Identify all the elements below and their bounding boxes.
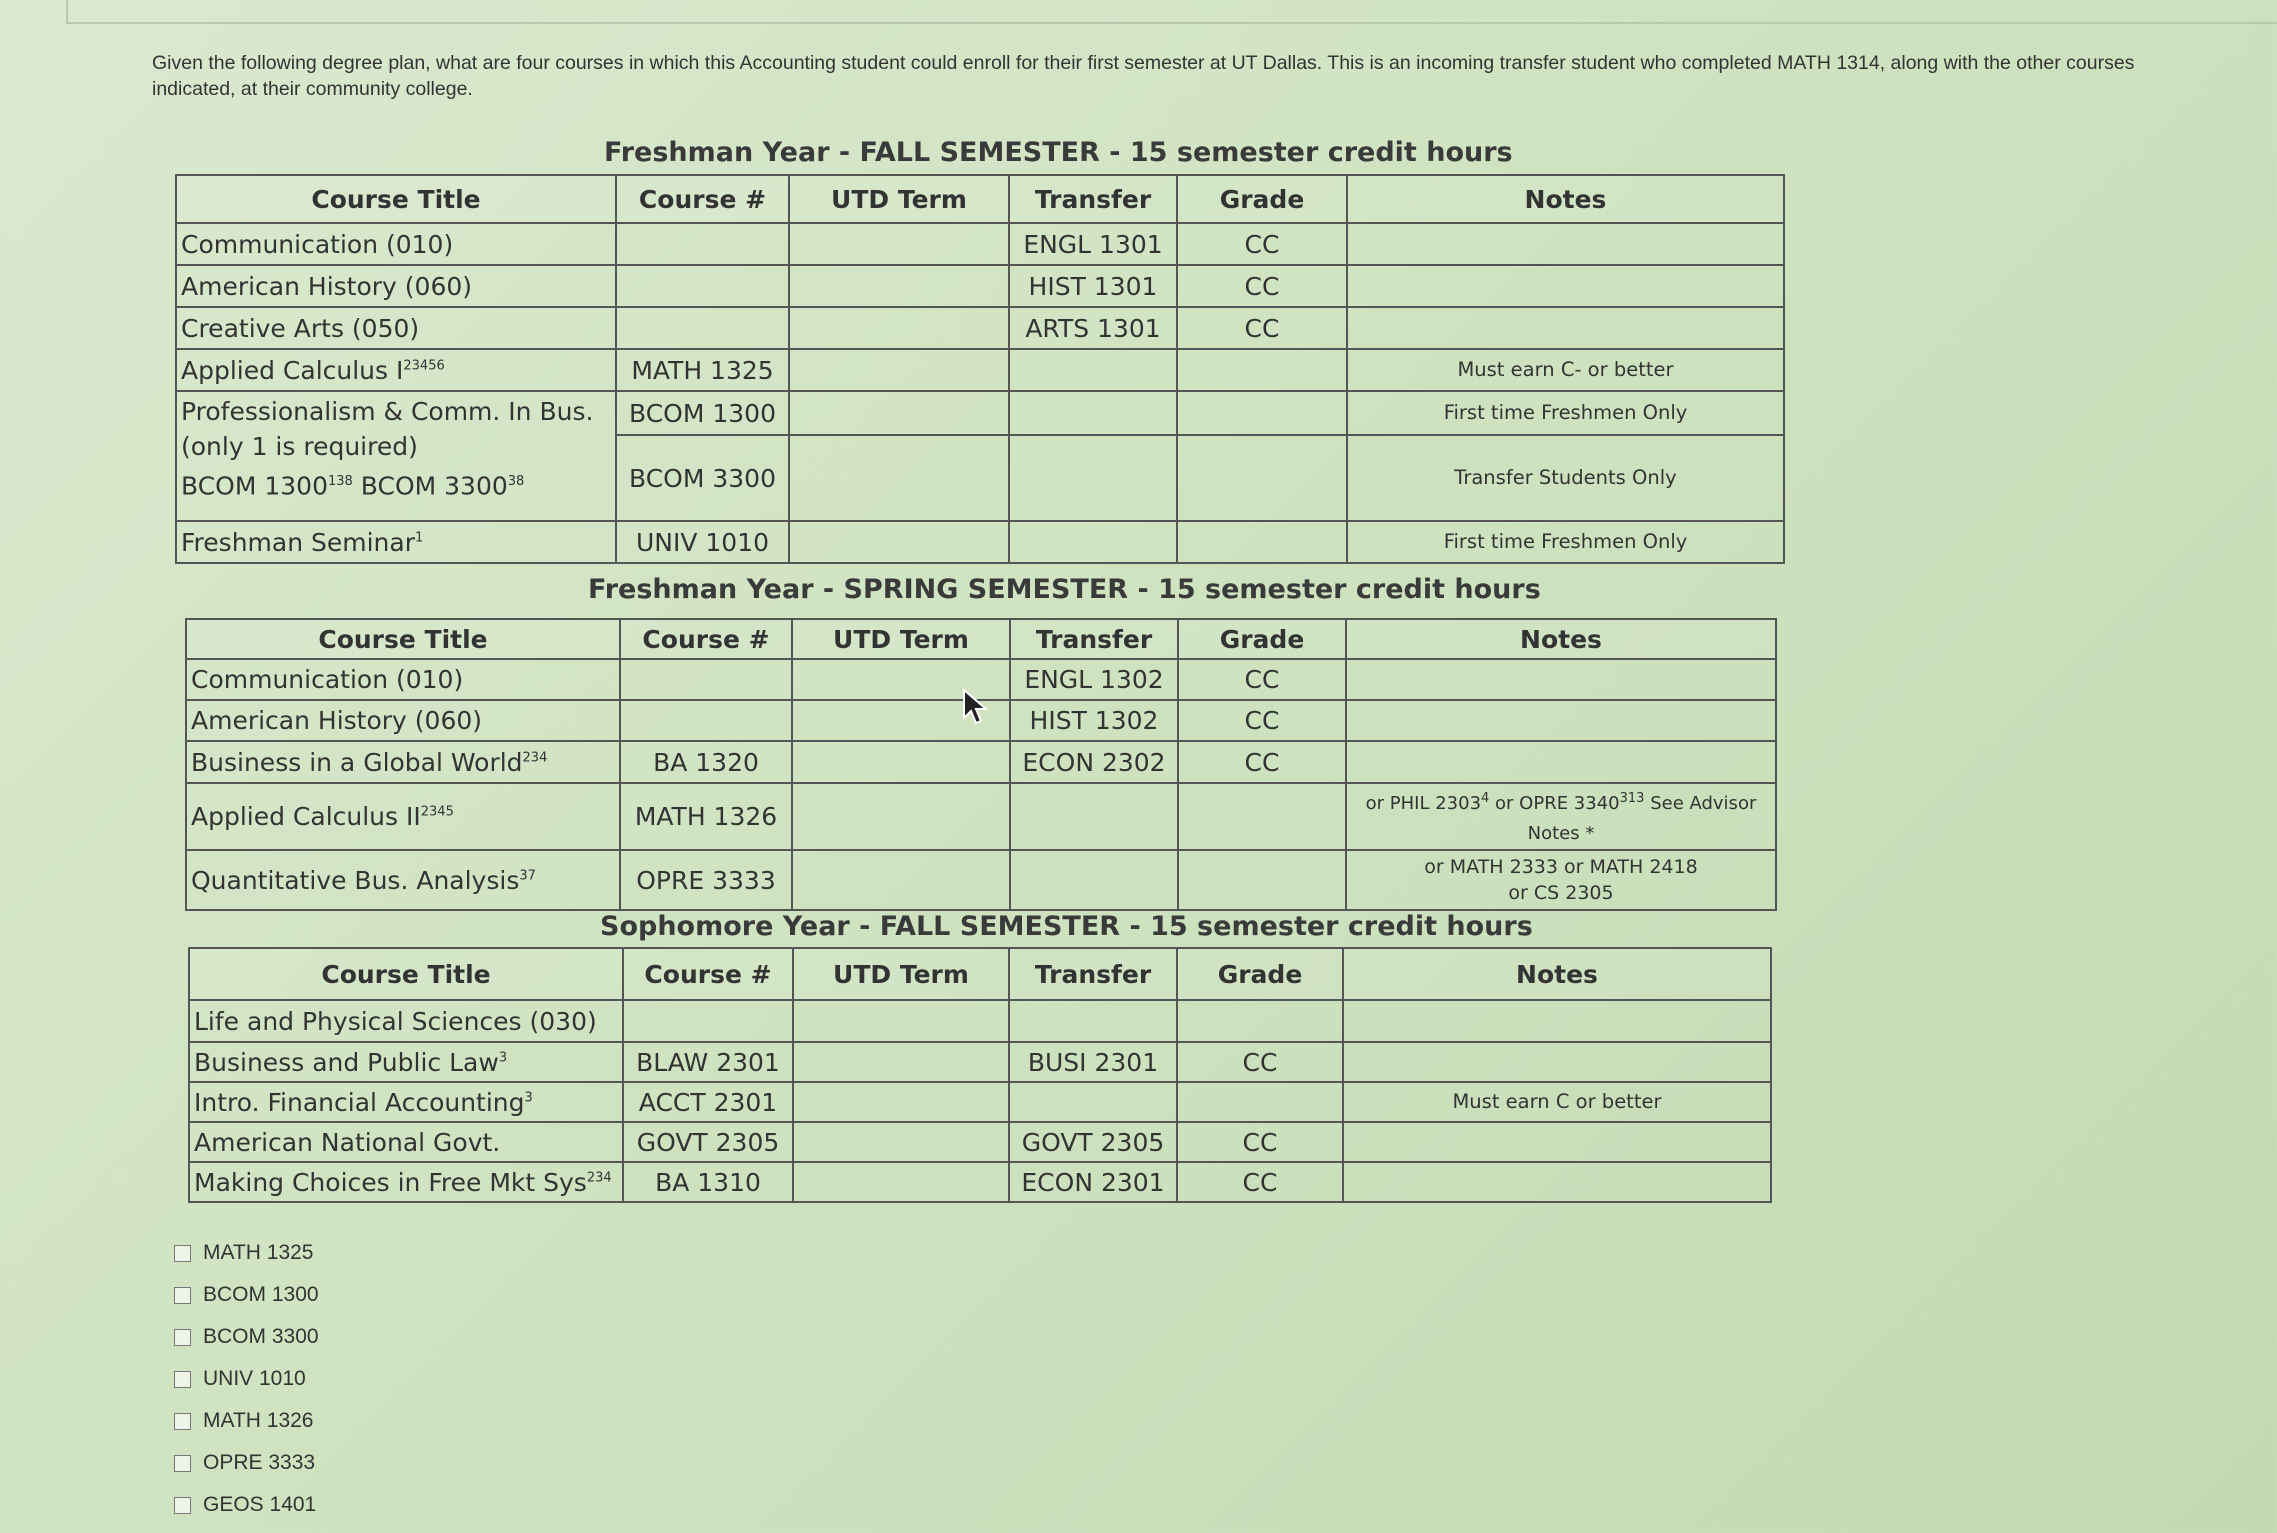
transfer: ARTS 1301 <box>1009 307 1177 349</box>
notes <box>1343 1122 1771 1162</box>
grade: CC <box>1177 1122 1343 1162</box>
checkbox[interactable] <box>174 1287 191 1304</box>
grade: CC <box>1177 1042 1343 1082</box>
utd-term <box>793 1082 1009 1122</box>
col-grade: Grade <box>1177 175 1347 223</box>
course-number <box>616 307 789 349</box>
col-course-title: Course Title <box>189 948 623 1000</box>
checkbox[interactable] <box>174 1497 191 1514</box>
option-math-1325[interactable] <box>174 1232 319 1274</box>
course-number: BLAW 2301 <box>623 1042 793 1082</box>
option-label: BCOM 3300 <box>203 1325 319 1348</box>
table-row <box>189 1000 1771 1042</box>
option-label: MATH 1325 <box>203 1241 314 1264</box>
fall-sophomore-title: Sophomore Year - FALL SEMESTER - 15 semester credit hours <box>600 911 1533 942</box>
notes <box>1343 1000 1771 1042</box>
notes: Transfer Students Only <box>1347 435 1784 521</box>
transfer <box>1009 1082 1177 1122</box>
notes: or MATH 2333 or MATH 2418 or CS 2305 <box>1346 850 1776 910</box>
option-label: MATH 1326 <box>203 1409 314 1432</box>
grade: CC <box>1177 307 1347 349</box>
transfer <box>1009 1000 1177 1042</box>
course-title: Business in a Global World$^{234}$ <box>186 741 620 783</box>
utd-term <box>789 391 1009 435</box>
utd-term <box>789 223 1009 265</box>
utd-term <box>789 307 1009 349</box>
course-number: OPRE 3333 <box>620 850 792 910</box>
grade: CC <box>1177 265 1347 307</box>
option-label: BCOM 1300 <box>203 1283 319 1306</box>
mouse-cursor-icon <box>962 688 990 728</box>
course-number: GOVT 2305 <box>623 1122 793 1162</box>
col-notes: Notes <box>1346 619 1776 659</box>
table-row <box>176 265 1784 307</box>
utd-term <box>789 349 1009 391</box>
grade <box>1177 1000 1343 1042</box>
option-univ-1010[interactable] <box>174 1358 319 1400</box>
table-row <box>186 850 1776 910</box>
table-row <box>176 307 1784 349</box>
notes <box>1347 265 1784 307</box>
col-course-title: Course Title <box>176 175 616 223</box>
fall-sophomore-table <box>188 947 1772 1203</box>
col-course-number: Course # <box>623 948 793 1000</box>
grade: CC <box>1178 741 1346 783</box>
transfer: HIST 1302 <box>1010 700 1178 741</box>
course-title: American National Govt. <box>189 1122 623 1162</box>
transfer: GOVT 2305 <box>1009 1122 1177 1162</box>
notes: Must earn C or better <box>1343 1082 1771 1122</box>
transfer: BUSI 2301 <box>1009 1042 1177 1082</box>
col-utd-term: UTD Term <box>792 619 1010 659</box>
notes: First time Freshmen Only <box>1347 521 1784 563</box>
col-notes: Notes <box>1347 175 1784 223</box>
top-divider <box>66 0 2277 24</box>
option-opre-3333[interactable] <box>174 1442 319 1484</box>
notes: First time Freshmen Only <box>1347 391 1784 435</box>
table-row <box>176 391 1784 435</box>
utd-term <box>789 435 1009 521</box>
option-math-1326[interactable] <box>174 1400 319 1442</box>
course-title: Creative Arts (050) <box>176 307 616 349</box>
table-row <box>186 741 1776 783</box>
col-transfer: Transfer <box>1010 619 1178 659</box>
course-number <box>623 1000 793 1042</box>
utd-term <box>789 265 1009 307</box>
course-number: BA 1320 <box>620 741 792 783</box>
utd-term <box>792 850 1010 910</box>
transfer: ENGL 1301 <box>1009 223 1177 265</box>
utd-term <box>793 1122 1009 1162</box>
course-number: BA 1310 <box>623 1162 793 1202</box>
course-number: UNIV 1010 <box>616 521 789 563</box>
spring-freshman-table <box>185 618 1777 911</box>
transfer <box>1010 783 1178 850</box>
transfer <box>1010 850 1178 910</box>
col-transfer: Transfer <box>1009 175 1177 223</box>
table-row <box>186 783 1776 850</box>
fall-freshman-table <box>175 174 1785 564</box>
course-title: Quantitative Bus. Analysis$^{37}$ <box>186 850 620 910</box>
header-row <box>189 948 1771 1000</box>
course-number <box>616 265 789 307</box>
notes <box>1347 223 1784 265</box>
transfer <box>1009 349 1177 391</box>
checkbox[interactable] <box>174 1413 191 1430</box>
header-row <box>186 619 1776 659</box>
grade: CC <box>1177 223 1347 265</box>
checkbox[interactable] <box>174 1329 191 1346</box>
transfer: HIST 1301 <box>1009 265 1177 307</box>
notes: Must earn C- or better <box>1347 349 1784 391</box>
course-title: Life and Physical Sciences (030) <box>189 1000 623 1042</box>
course-title: Applied Calculus $I^{23456}$ <box>176 349 616 391</box>
course-title: Communication (010) <box>176 223 616 265</box>
transfer <box>1009 391 1177 435</box>
notes: or PHIL 2303$^4$ or OPRE 3340$^{313}$ See Advisor Notes * <box>1346 783 1776 850</box>
col-course-number: Course # <box>620 619 792 659</box>
grade <box>1177 435 1347 521</box>
table-row <box>189 1082 1771 1122</box>
notes <box>1343 1162 1771 1202</box>
col-utd-term: UTD Term <box>789 175 1009 223</box>
grade <box>1178 850 1346 910</box>
course-title: American History (060) <box>176 265 616 307</box>
grade <box>1178 783 1346 850</box>
table-row <box>176 521 1784 563</box>
option-label: UNIV 1010 <box>203 1367 306 1390</box>
course-title: Freshman Seminar$^1$ <box>176 521 616 563</box>
fall-freshman-title: Freshman Year - FALL SEMESTER - 15 semester credit hours <box>604 137 1513 168</box>
course-number <box>616 223 789 265</box>
question-text: Given the following degree plan, what are four courses in which this Accounting student could enroll for their first semester at UT Dallas. This is an incoming transfer student who completed MATH 1314, along with the other courses indicated, at their community college. <box>152 52 2135 100</box>
checkbox[interactable] <box>174 1245 191 1262</box>
course-title: Professionalism & Comm. In Bus. (only 1 is required) BCOM 1300$^{138}$ BCOM 3300$^{38}$ <box>176 391 616 521</box>
option-label: OPRE 3333 <box>203 1451 316 1474</box>
table-row <box>189 1042 1771 1082</box>
answer-options <box>174 1232 319 1526</box>
grade <box>1177 391 1347 435</box>
grade: CC <box>1178 659 1346 700</box>
option-bcom-1300[interactable] <box>174 1274 319 1316</box>
course-title: Communication (010) <box>186 659 620 700</box>
course-number <box>620 700 792 741</box>
utd-term <box>793 1162 1009 1202</box>
course-number: BCOM 3300 <box>616 435 789 521</box>
spring-freshman-title: Freshman Year - SPRING SEMESTER - 15 semester credit hours <box>588 574 1541 605</box>
utd-term <box>789 521 1009 563</box>
grade <box>1177 349 1347 391</box>
utd-term <box>793 1000 1009 1042</box>
transfer: ECON 2301 <box>1009 1162 1177 1202</box>
course-title: Intro. Financial Accounting$^3$ <box>189 1082 623 1122</box>
table-row <box>189 1122 1771 1162</box>
header-row <box>176 175 1784 223</box>
notes <box>1343 1042 1771 1082</box>
grade <box>1177 1082 1343 1122</box>
course-number: ACCT 2301 <box>623 1082 793 1122</box>
col-transfer: Transfer <box>1009 948 1177 1000</box>
option-bcom-3300[interactable] <box>174 1316 319 1358</box>
col-grade: Grade <box>1178 619 1346 659</box>
utd-term <box>793 1042 1009 1082</box>
grade: CC <box>1178 700 1346 741</box>
notes <box>1346 700 1776 741</box>
course-title: Making Choices in Free Mkt Sys$^{234}$ <box>189 1162 623 1202</box>
transfer <box>1009 435 1177 521</box>
table-row <box>176 223 1784 265</box>
table-row <box>176 349 1784 391</box>
checkbox[interactable] <box>174 1371 191 1388</box>
notes <box>1347 307 1784 349</box>
course-title: American History (060) <box>186 700 620 741</box>
course-number <box>620 659 792 700</box>
col-course-title: Course Title <box>186 619 620 659</box>
col-grade: Grade <box>1177 948 1343 1000</box>
transfer <box>1009 521 1177 563</box>
course-title: Applied Calculus $II^{2345}$ <box>186 783 620 850</box>
course-title: Business and Public Law$^3$ <box>189 1042 623 1082</box>
col-course-number: Course # <box>616 175 789 223</box>
course-number: MATH 1326 <box>620 783 792 850</box>
transfer: ECON 2302 <box>1010 741 1178 783</box>
utd-term <box>792 783 1010 850</box>
transfer: ENGL 1302 <box>1010 659 1178 700</box>
grade: CC <box>1177 1162 1343 1202</box>
col-utd-term: UTD Term <box>793 948 1009 1000</box>
notes <box>1346 741 1776 783</box>
course-number: BCOM 1300 <box>616 391 789 435</box>
course-number: MATH 1325 <box>616 349 789 391</box>
checkbox[interactable] <box>174 1455 191 1472</box>
option-geos-1401[interactable] <box>174 1484 319 1526</box>
col-notes: Notes <box>1343 948 1771 1000</box>
option-label: GEOS 1401 <box>203 1493 317 1516</box>
notes <box>1346 659 1776 700</box>
table-row <box>189 1162 1771 1202</box>
utd-term <box>792 741 1010 783</box>
grade <box>1177 521 1347 563</box>
